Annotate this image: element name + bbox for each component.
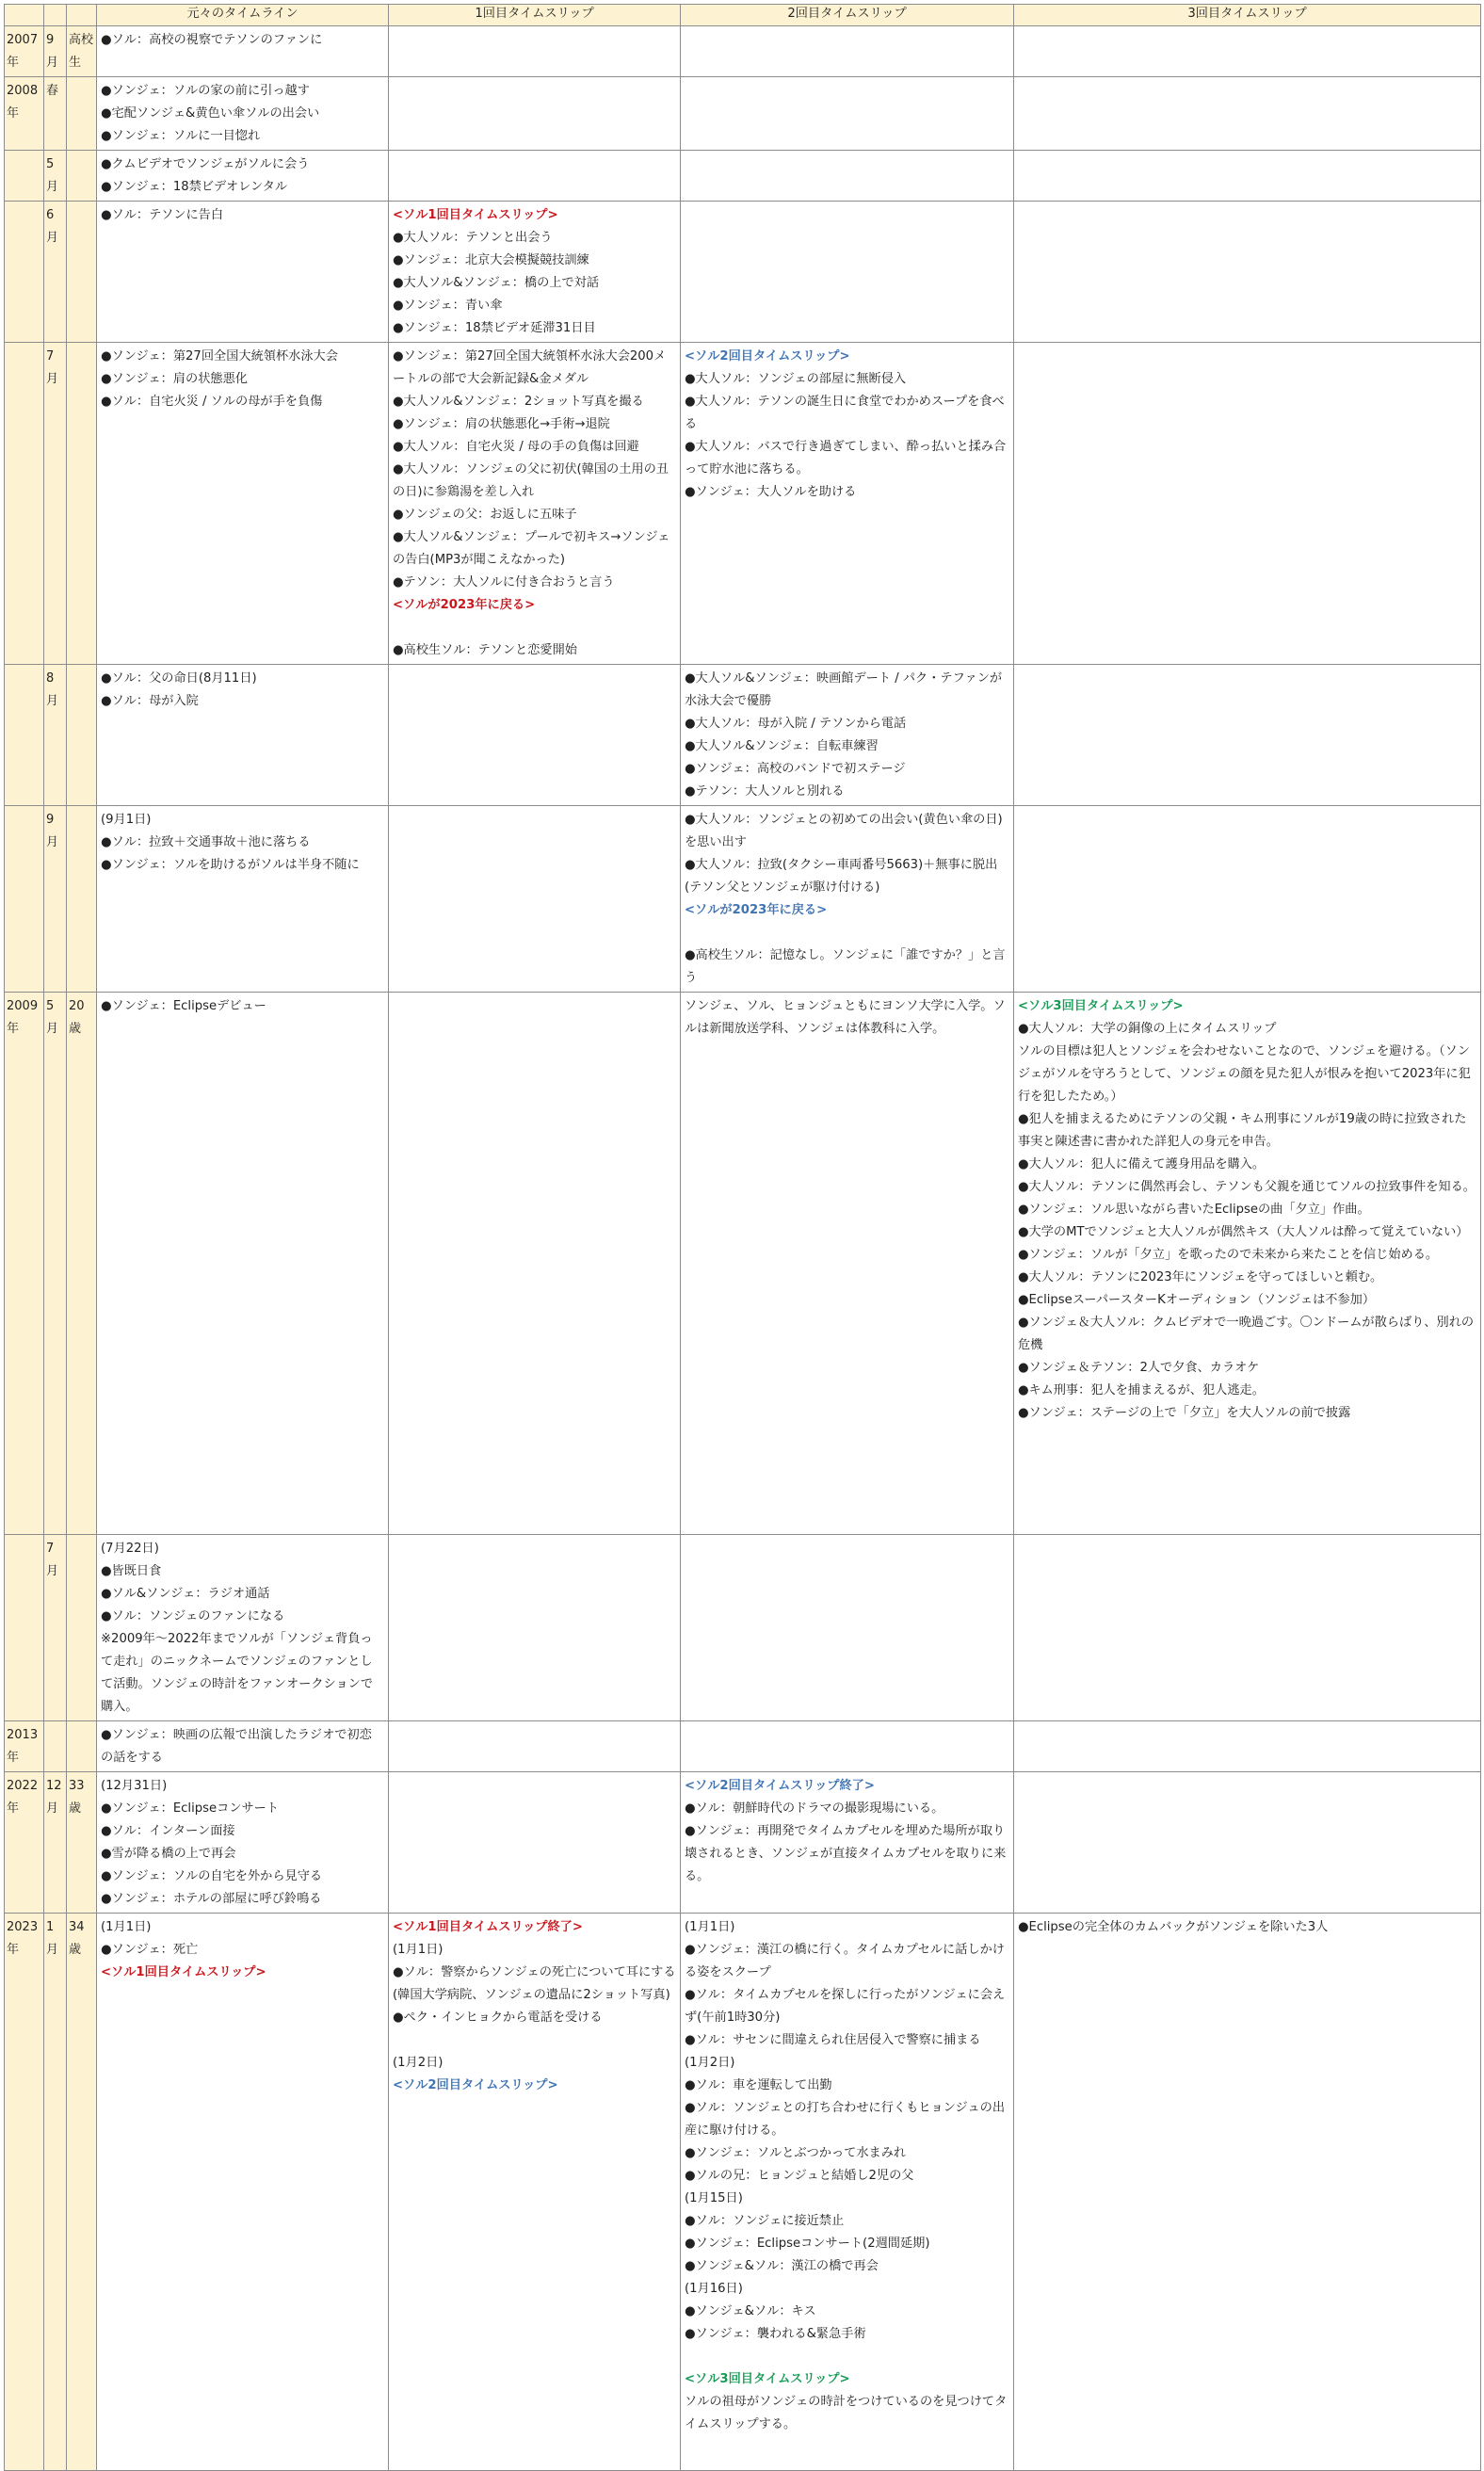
event-line: ●ペク・インヒョクから電話を受ける bbox=[393, 2011, 603, 2025]
event-line: ●ソンジェ：北京大会模擬競技訓練 bbox=[393, 253, 589, 267]
event-line: ●ソンジェ：ソルとぶつかって水まみれ bbox=[685, 2146, 907, 2160]
second-timeslip-cell[interactable] bbox=[681, 665, 1014, 806]
second-timeslip-cell[interactable] bbox=[681, 993, 1014, 1535]
event-line: ●EclipseスーパースターKオーディション（ソンジェは不参加） bbox=[1018, 1293, 1376, 1307]
month-cell[interactable]: 7月 bbox=[44, 1535, 67, 1721]
year-cell[interactable]: 2013年 bbox=[5, 1721, 44, 1772]
event-line: ●ソンジェ：肩の状態悪化→手術→退院 bbox=[393, 417, 610, 431]
event-line: ●大人ソル：拉致(タクシー車両番号5663)＋無事に脱出(テソン父とソンジェが駆け付ける) bbox=[685, 858, 998, 895]
second-timeslip-cell[interactable] bbox=[681, 1721, 1014, 1772]
event-line: ●犯人を捕まえるためにテソンの父親・キム刑事にソルが19歳の時に拉致された事実と陳述書に書かれた詳犯人の身元を申告。 bbox=[1018, 1112, 1467, 1149]
age-cell[interactable]: 20歳 bbox=[67, 993, 97, 1535]
first-timeslip-cell[interactable] bbox=[389, 26, 681, 77]
timeline-row bbox=[5, 665, 1481, 806]
second-timeslip-cell[interactable] bbox=[681, 202, 1014, 343]
event-line: (12月31日) bbox=[101, 1779, 168, 1793]
event-line: ●ソル：インターン面接 bbox=[101, 1824, 235, 1838]
event-line: ●大人ソル：テソンの誕生日に食堂でわかめスープを食べる bbox=[685, 395, 1005, 431]
timeline-row bbox=[5, 77, 1481, 151]
event-line: (1月15日) bbox=[685, 2191, 743, 2205]
empty-rows-strip bbox=[4, 2388, 1480, 2411]
event-line: ●大人ソル：ソンジェの部屋に無断侵入 bbox=[685, 372, 907, 386]
month-cell[interactable]: 5月 bbox=[44, 993, 67, 1535]
event-line: ●ソル：ソンジェのファンになる bbox=[101, 1609, 285, 1623]
age-cell[interactable] bbox=[67, 343, 97, 665]
timeslip-heading: <ソル1回目タイムスリップ終了> bbox=[393, 1920, 583, 1934]
timeslip-heading: <ソルが2023年に戻る> bbox=[685, 903, 828, 917]
event-line: ●ソンジェ：ソルの家の前に引っ越す bbox=[101, 84, 310, 98]
age-cell[interactable]: 34歳 bbox=[67, 1914, 97, 2471]
event-line: ●ソンジェ：18禁ビデオ延滞31日目 bbox=[393, 321, 596, 335]
event-line: ●キム刑事：犯人を捕まえるが、犯人逃走。 bbox=[1018, 1383, 1265, 1397]
age-cell[interactable] bbox=[67, 77, 97, 151]
event-line: ●大人ソル：バスで行き過ぎてしまい、酔っ払いと揉み合って貯水池に落ちる。 bbox=[685, 440, 1007, 476]
third-timeslip-cell[interactable] bbox=[1014, 202, 1481, 343]
event-line: ●ソンジェ：ソルが「夕立」を歌ったので未来から来たことを信じ始める。 bbox=[1018, 1248, 1439, 1262]
event-line: ●ソンジェ：第27回全国大統領杯水泳大会200メートルの部で大会新記録&金メダル bbox=[393, 349, 667, 386]
first-timeslip-cell[interactable] bbox=[389, 151, 681, 202]
timeline-row bbox=[5, 1772, 1481, 1914]
event-line: ●ソンジェ：漢江の橋に行く。タイムカプセルに話しかける姿をスクープ bbox=[685, 1943, 1005, 1979]
event-line: ●ソンジェ：再開発でタイムカプセルを埋めた場所が取り壊されるとき、ソンジェが直接タイムカプセルを取りに来る。 bbox=[685, 1824, 1007, 1883]
event-line: ●ソンジェ：Eclipseコンサート bbox=[101, 1801, 280, 1816]
timeline-row bbox=[5, 806, 1481, 993]
event-line: ●ソンジェ：Eclipseデビュー bbox=[101, 999, 266, 1013]
event-line: ●テソン：大人ソルに付き合おうと言う bbox=[393, 575, 615, 589]
event-line: ※2009年～2022年までソルが「ソンジェ背負って走れ」のニックネームでソンジェのファンとして活動。ソンジェの時計をファンオークションで購入。 bbox=[101, 1632, 374, 1714]
event-line: ●宅配ソンジェ&黄色い傘ソルの出会い bbox=[101, 106, 320, 121]
year-cell[interactable] bbox=[5, 1535, 44, 1721]
first-timeslip-cell[interactable] bbox=[389, 77, 681, 151]
third-timeslip-cell[interactable] bbox=[1014, 77, 1481, 151]
month-cell[interactable]: 6月 bbox=[44, 202, 67, 343]
header-year[interactable] bbox=[5, 5, 44, 26]
event-line: ●大人ソル：ソンジェとの初めての出会い(黄色い傘の日)を思い出す bbox=[685, 813, 1003, 849]
age-cell[interactable] bbox=[67, 806, 97, 993]
third-timeslip-cell[interactable] bbox=[1014, 1535, 1481, 1721]
event-line: ソルの目標は犯人とソンジェを会わせないことなので、ソンジェを避ける。（ソンジェがソルを守ろうとして、ソンジェの顔を見た犯人が恨みを抱いて2023年に犯行を犯したため。） bbox=[1018, 1044, 1471, 1104]
event-line: ●ソル：朝鮮時代のドラマの撮影現場にいる。 bbox=[685, 1801, 944, 1816]
event-line: ●大人ソル&ソンジェ：自転車練習 bbox=[685, 739, 879, 753]
event-line: ●ソンジェ：18禁ビデオレンタル bbox=[101, 180, 288, 194]
event-line: ●ソンジェ：ソル思いながら書いたEclipseの曲「夕立」作曲。 bbox=[1018, 1203, 1370, 1217]
event-line: ●ソンジェ：第27回全国大統領杯水泳大会 bbox=[101, 349, 338, 363]
third-timeslip-cell[interactable] bbox=[1014, 1772, 1481, 1914]
third-timeslip-cell[interactable] bbox=[1014, 1721, 1481, 1772]
first-timeslip-cell[interactable] bbox=[389, 1535, 681, 1721]
timeslip-heading: <ソル1回目タイムスリップ> bbox=[393, 208, 558, 222]
event-line: ●ソンジェ：高校のバンドで初ステージ bbox=[685, 762, 906, 776]
event-line: ●ソンジェ：Eclipseコンサート(2週間延期) bbox=[685, 2237, 930, 2251]
age-cell[interactable] bbox=[67, 665, 97, 806]
event-line: (1月16日) bbox=[685, 2282, 743, 2296]
original-timeline-cell[interactable] bbox=[97, 202, 389, 343]
event-line: ●ソンジェ&ソル：キス bbox=[685, 2304, 816, 2318]
month-cell[interactable] bbox=[44, 1721, 67, 1772]
original-timeline-cell[interactable] bbox=[97, 77, 389, 151]
blank-line bbox=[393, 617, 676, 639]
second-timeslip-cell[interactable] bbox=[681, 1772, 1014, 1914]
blank-line bbox=[393, 2029, 676, 2052]
year-cell[interactable] bbox=[5, 806, 44, 993]
third-timeslip-cell[interactable] bbox=[1014, 806, 1481, 993]
first-timeslip-cell[interactable] bbox=[389, 202, 681, 343]
event-line: (1月2日) bbox=[393, 2056, 444, 2070]
year-cell[interactable] bbox=[5, 151, 44, 202]
header-second-timeslip[interactable]: 2回目タイムスリップ bbox=[681, 5, 1014, 26]
age-cell[interactable] bbox=[67, 1721, 97, 1772]
month-cell[interactable]: 9月 bbox=[44, 806, 67, 993]
second-timeslip-cell[interactable] bbox=[681, 151, 1014, 202]
event-line: ●ソンジェ：ソルに一目惚れ bbox=[101, 129, 261, 143]
event-line: ●高校生ソル：テソンと恋愛開始 bbox=[393, 643, 577, 657]
first-timeslip-cell[interactable] bbox=[389, 665, 681, 806]
timeslip-heading: <ソル3回目タイムスリップ> bbox=[685, 2372, 850, 2386]
event-line: ●ソル：サセンに間違えられ住居侵入で警察に捕まる bbox=[685, 2033, 981, 2047]
event-line: (1月2日) bbox=[685, 2056, 735, 2070]
event-line: ●ソンジェ：青い傘 bbox=[393, 299, 503, 313]
event-line: ●ソンジェ：肩の状態悪化 bbox=[101, 372, 248, 386]
event-line: ●ソンジェ：映画の広報で出演したラジオで初恋の話をする bbox=[101, 1728, 372, 1765]
header-month[interactable] bbox=[44, 5, 67, 26]
year-cell[interactable] bbox=[5, 202, 44, 343]
event-line: ●ソンジェ&ソル：漢江の橋で再会 bbox=[685, 2259, 879, 2273]
event-line: ●ソル：母が入院 bbox=[101, 694, 199, 708]
second-timeslip-cell[interactable] bbox=[681, 77, 1014, 151]
event-line: ●高校生ソル：記憶なし。ソンジェに「誰ですか？」と言う bbox=[685, 948, 1006, 985]
year-cell[interactable] bbox=[5, 665, 44, 806]
month-cell[interactable]: 9月 bbox=[44, 26, 67, 77]
event-line: ソンジェ、ソル、ヒョンジュともにヨンソ大学に入学。ソルは新聞放送学科、ソンジェは体教科に入学。 bbox=[685, 999, 1006, 1036]
event-line: ●大人ソル：テソンに偶然再会し、テソンも父親を通じてソルの拉致事件を知る。 bbox=[1018, 1180, 1476, 1194]
event-line: ●ソル：タイムカプセルを探しに行ったがソンジェに会えず(午前1時30分) bbox=[685, 1988, 1006, 2025]
year-cell[interactable]: 2009年 bbox=[5, 993, 44, 1535]
timeslip-heading: <ソル2回目タイムスリップ> bbox=[685, 349, 850, 363]
event-line: ●大人ソル：テソンと出会う bbox=[393, 231, 553, 245]
timeline-row bbox=[5, 1535, 1481, 1721]
event-line: ●大人ソル：大学の銅像の上にタイムスリップ bbox=[1018, 1022, 1277, 1036]
event-line: ●大人ソル&ソンジェ：2ショット写真を撮る bbox=[393, 395, 644, 409]
event-line: (1月1日) bbox=[101, 1920, 152, 1934]
event-line: ●ソンジェ：死亡 bbox=[101, 1943, 199, 1957]
event-line: ●ソル：車を運転して出勤 bbox=[685, 2078, 832, 2092]
first-timeslip-cell[interactable] bbox=[389, 806, 681, 993]
timeslip-heading: <ソル1回目タイムスリップ> bbox=[101, 1965, 266, 1979]
header-third-timeslip[interactable]: 3回目タイムスリップ bbox=[1014, 5, 1481, 26]
age-cell[interactable] bbox=[67, 1535, 97, 1721]
event-line: ●ソンジェの父：お返しに五味子 bbox=[393, 508, 577, 522]
original-timeline-cell[interactable] bbox=[97, 343, 389, 665]
event-line: (1月1日) bbox=[393, 1943, 444, 1957]
age-cell[interactable] bbox=[67, 151, 97, 202]
header-age[interactable] bbox=[67, 5, 97, 26]
month-cell[interactable]: 1月 bbox=[44, 1914, 67, 2471]
event-line: ●ソンジェ＆大人ソル：クムビデオで一晩過ごす。〇ンドームが散らばり、別れの危機 bbox=[1018, 1316, 1475, 1352]
event-line: ●ソル：自宅火災 / ソルの母が手を負傷 bbox=[101, 395, 323, 409]
first-timeslip-cell[interactable] bbox=[389, 1914, 681, 2471]
event-line: ●大人ソル：母が入院 / テソンから電話 bbox=[685, 717, 907, 731]
event-line: ●ソンジェ：ステージの上で「夕立」を大人ソルの前で披露 bbox=[1018, 1406, 1351, 1420]
timeline-row bbox=[5, 993, 1481, 1535]
third-timeslip-cell[interactable] bbox=[1014, 993, 1481, 1535]
second-timeslip-cell[interactable] bbox=[681, 343, 1014, 665]
event-line: (9月1日) bbox=[101, 813, 152, 827]
first-timeslip-cell[interactable] bbox=[389, 1721, 681, 1772]
third-timeslip-cell[interactable] bbox=[1014, 343, 1481, 665]
timeslip-heading: <ソル3回目タイムスリップ> bbox=[1018, 999, 1184, 1013]
first-timeslip-cell[interactable] bbox=[389, 993, 681, 1535]
event-line: ●ソル：ソンジェとの打ち合わせに行くもヒョンジュの出産に駆け付ける。 bbox=[685, 2101, 1006, 2138]
timeline-table bbox=[4, 4, 1481, 2471]
header-original-timeline[interactable]: 元々のタイムライン bbox=[97, 5, 389, 26]
original-timeline-cell[interactable] bbox=[97, 665, 389, 806]
timeline-row bbox=[5, 1914, 1481, 2471]
first-timeslip-cell[interactable] bbox=[389, 343, 681, 665]
original-timeline-cell[interactable] bbox=[97, 1535, 389, 1721]
timeline-row bbox=[5, 151, 1481, 202]
age-cell[interactable]: 33歳 bbox=[67, 1772, 97, 1914]
original-timeline-cell[interactable] bbox=[97, 26, 389, 77]
event-line: ●ソル&ソンジェ：ラジオ通話 bbox=[101, 1587, 270, 1601]
event-line: ●大人ソル：自宅火災 / 母の手の負傷は回避 bbox=[393, 440, 639, 454]
event-line: ●ソンジェ：ソルの自宅を外から見守る bbox=[101, 1869, 323, 1883]
second-timeslip-cell[interactable] bbox=[681, 1914, 1014, 2471]
event-line: ●ソル：高校の視察でテソンのファンに bbox=[101, 33, 323, 47]
event-line: ●皆既日食 bbox=[101, 1564, 162, 1578]
timeslip-heading: <ソルが2023年に戻る> bbox=[393, 598, 536, 612]
event-line: ●大人ソル：犯人に備えて護身用品を購入。 bbox=[1018, 1157, 1266, 1171]
age-cell[interactable]: 高校生 bbox=[67, 26, 97, 77]
event-line: ●ソンジェ：襲われる&緊急手術 bbox=[685, 2327, 866, 2341]
event-line: ●ソル：警察からソンジェの死亡について耳にする(韓国大学病院、ソンジェの遺品に2ショット写真) bbox=[393, 1965, 676, 2002]
month-cell[interactable]: 7月 bbox=[44, 343, 67, 665]
event-line: ●大人ソル&ソンジェ：映画館デート / パク・テファンが水泳大会で優勝 bbox=[685, 671, 1003, 708]
month-cell[interactable]: 5月 bbox=[44, 151, 67, 202]
event-line: ●大学のMTでソンジェと大人ソルが偶然キス（大人ソルは酔って覚えていない） bbox=[1018, 1225, 1469, 1239]
second-timeslip-cell[interactable] bbox=[681, 806, 1014, 993]
month-cell[interactable]: 12月 bbox=[44, 1772, 67, 1914]
month-cell[interactable]: 春 bbox=[44, 77, 67, 151]
event-line: (1月1日) bbox=[685, 1920, 735, 1934]
original-timeline-cell[interactable] bbox=[97, 1914, 389, 2471]
event-line: ●ソンジェ：ソルを助けるがソルは半身不随に bbox=[101, 858, 360, 872]
event-line: ●ソル：父の命日(8月11日) bbox=[101, 671, 257, 686]
event-line: (7月22日) bbox=[101, 1542, 159, 1556]
month-cell[interactable]: 8月 bbox=[44, 665, 67, 806]
third-timeslip-cell[interactable] bbox=[1014, 151, 1481, 202]
event-line: ●ソル：拉致＋交通事故＋池に落ちる bbox=[101, 835, 311, 849]
event-line: ●大人ソル&ソンジェ：橋の上で対話 bbox=[393, 276, 600, 290]
timeslip-heading: <ソル2回目タイムスリップ> bbox=[393, 2078, 558, 2092]
timeline-row bbox=[5, 202, 1481, 343]
header-row bbox=[5, 5, 1481, 26]
original-timeline-cell[interactable] bbox=[97, 993, 389, 1535]
event-line: ●大人ソル：ソンジェの父に初伏(韓国の土用の丑の日)に参鶏湯を差し入れ bbox=[393, 462, 669, 499]
blank-line bbox=[685, 2346, 1009, 2368]
original-timeline-cell[interactable] bbox=[97, 1721, 389, 1772]
third-timeslip-cell[interactable] bbox=[1014, 1914, 1481, 2471]
blank-line bbox=[685, 922, 1009, 945]
event-line: ●ソンジェ＆テソン：2人で夕食、カラオケ bbox=[1018, 1361, 1260, 1375]
event-line: ソルの祖母がソンジェの時計をつけているのを見つけてタイムスリップする。 bbox=[685, 2395, 1008, 2431]
event-line: ●クムビデオでソンジェがソルに会う bbox=[101, 157, 310, 171]
event-line: ●ソルの兄：ヒョンジュと結婚し2児の父 bbox=[685, 2169, 914, 2183]
second-timeslip-cell[interactable] bbox=[681, 1535, 1014, 1721]
event-line: ●Eclipseの完全体のカムバックがソンジェを除いた3人 bbox=[1018, 1920, 1329, 1934]
year-cell[interactable]: 2007年 bbox=[5, 26, 44, 77]
year-cell[interactable]: 2023年 bbox=[5, 1914, 44, 2471]
event-line: ●大人ソル&ソンジェ：プールで初キス→ソンジェの告白(MP3が聞こえなかった) bbox=[393, 530, 670, 567]
timeline-row bbox=[5, 1721, 1481, 1772]
header-first-timeslip[interactable]: 1回目タイムスリップ bbox=[389, 5, 681, 26]
year-cell[interactable]: 2008年 bbox=[5, 77, 44, 151]
event-line: ●ソンジェ：ホテルの部屋に呼び鈴鳴る bbox=[101, 1892, 322, 1906]
second-timeslip-cell[interactable] bbox=[681, 26, 1014, 77]
event-line: ●ソル：ソンジェに接近禁止 bbox=[685, 2214, 845, 2228]
timeline-row bbox=[5, 26, 1481, 77]
timeline-row bbox=[5, 343, 1481, 665]
first-timeslip-cell[interactable] bbox=[389, 1772, 681, 1914]
year-cell[interactable] bbox=[5, 343, 44, 665]
age-cell[interactable] bbox=[67, 202, 97, 343]
original-timeline-cell[interactable] bbox=[97, 1772, 389, 1914]
event-line: ●テソン：大人ソルと別れる bbox=[685, 784, 845, 799]
timeslip-heading: <ソル2回目タイムスリップ終了> bbox=[685, 1779, 875, 1793]
event-line: ●ソル：テソンに告白 bbox=[101, 208, 224, 222]
event-line: ●ソンジェ：大人ソルを助ける bbox=[685, 485, 857, 499]
third-timeslip-cell[interactable] bbox=[1014, 26, 1481, 77]
timeline-rows bbox=[5, 26, 1481, 2471]
year-cell[interactable]: 2022年 bbox=[5, 1772, 44, 1914]
event-line: ●大人ソル：テソンに2023年にソンジェを守ってほしいと頼む。 bbox=[1018, 1270, 1383, 1284]
original-timeline-cell[interactable] bbox=[97, 806, 389, 993]
event-line: ●雪が降る橋の上で再会 bbox=[101, 1847, 236, 1861]
third-timeslip-cell[interactable] bbox=[1014, 665, 1481, 806]
original-timeline-cell[interactable] bbox=[97, 151, 389, 202]
